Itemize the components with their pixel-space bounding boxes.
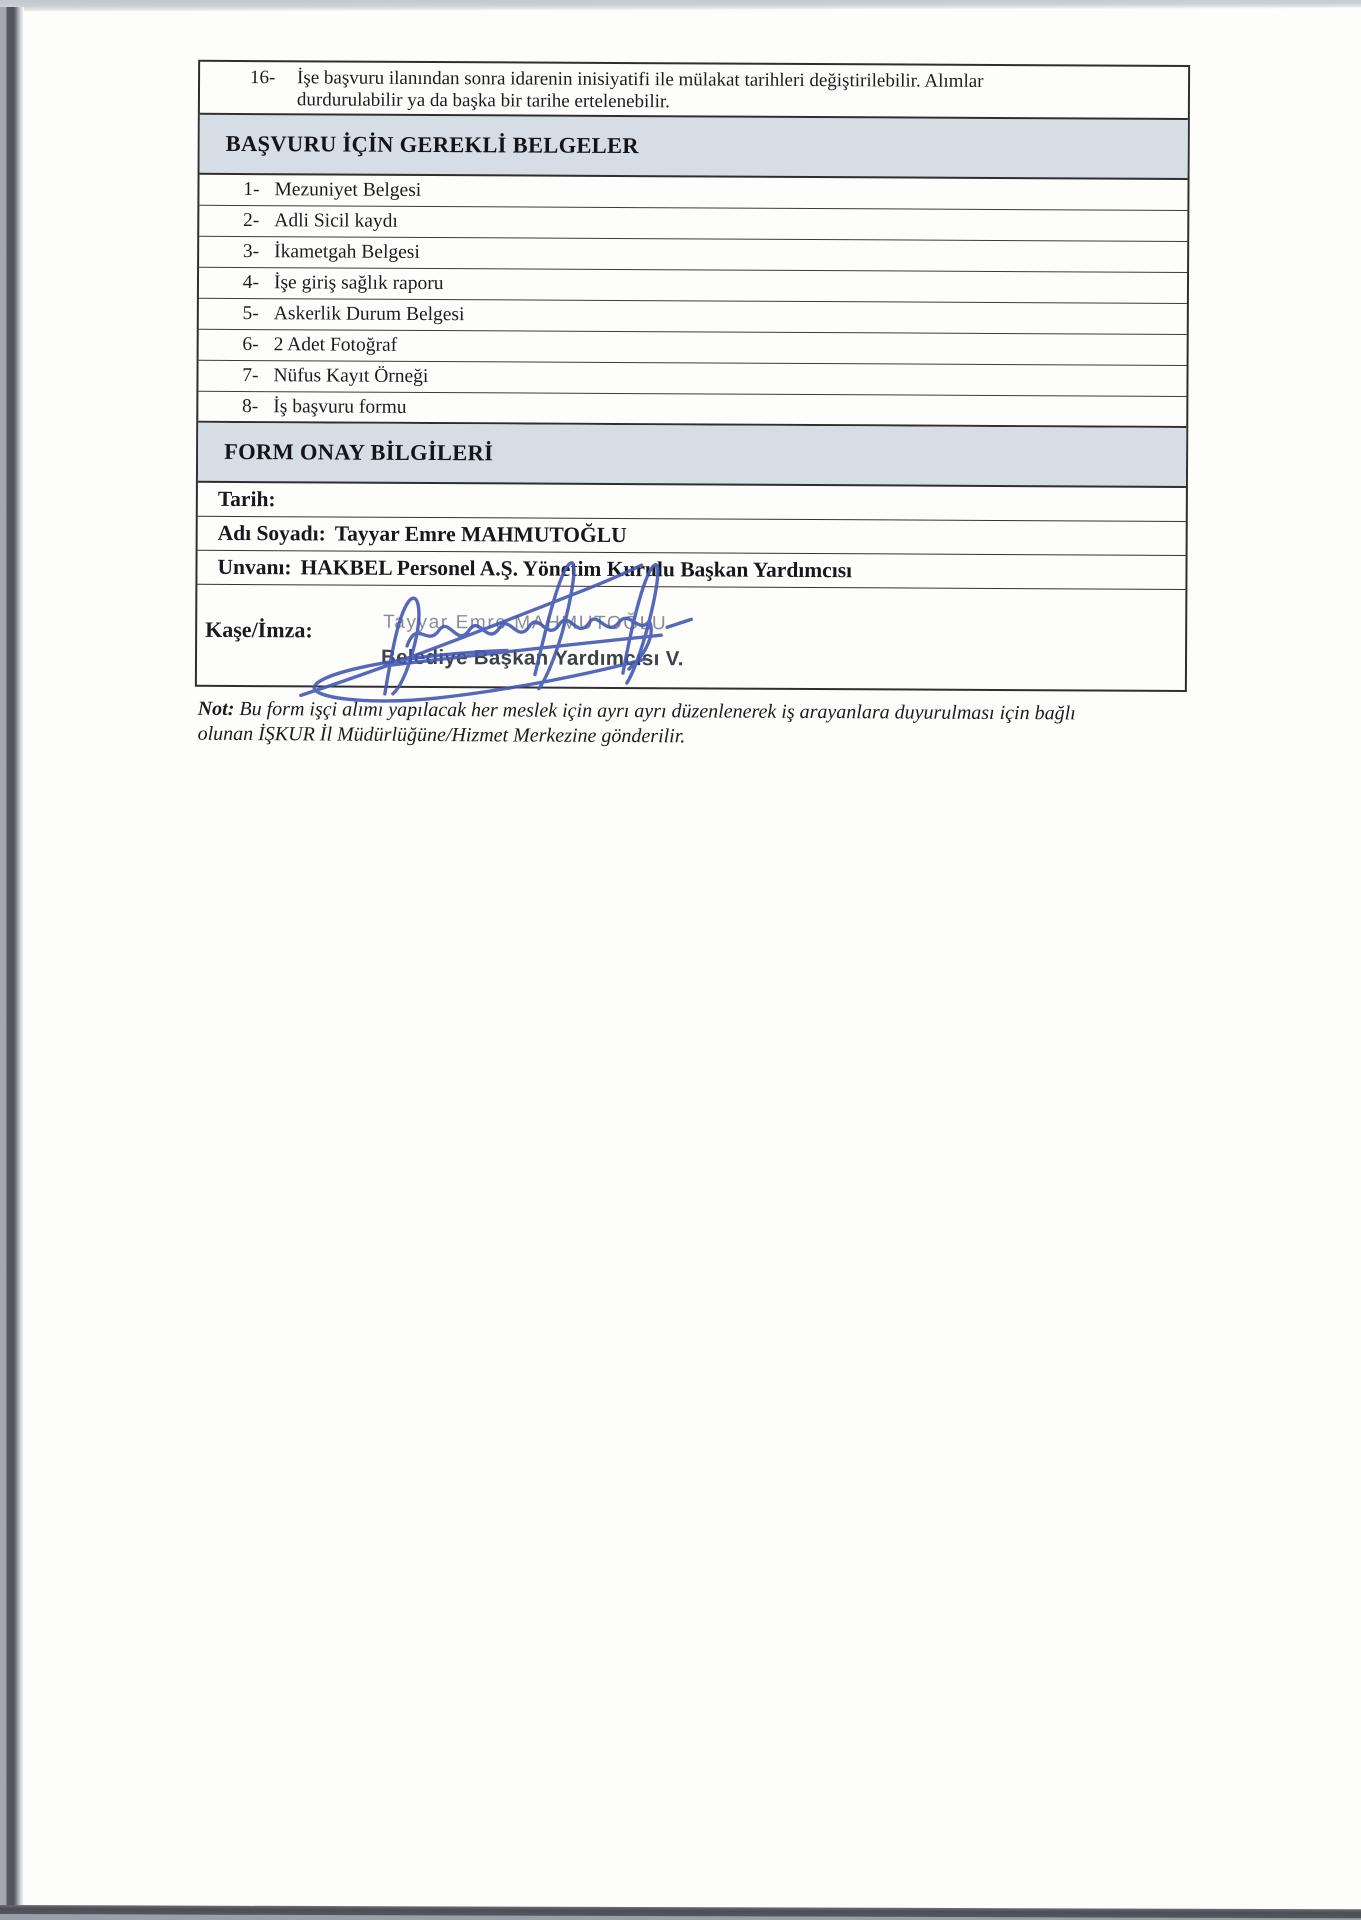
item-label: İş başvuru formu [273, 395, 407, 418]
document-item-row [198, 361, 1186, 397]
stamp-signature-row [197, 585, 1186, 690]
section-header-required-documents [200, 115, 1188, 180]
notice-text-line2: durdurulabilir ya da başka bir tarihe ertelenebilir. [296, 88, 670, 112]
footer-note-prefix: Not: [197, 697, 235, 720]
document-item-row [199, 330, 1187, 366]
item-number: 1- [243, 179, 260, 201]
name-value: Tayyar Emre MAHMUTOĞLU [334, 521, 627, 548]
notice-row-16 [200, 62, 1188, 120]
document-item-row [199, 175, 1187, 211]
application-form-table [195, 60, 1190, 692]
document-item-row [199, 237, 1187, 273]
item-label: Askerlik Durum Belgesi [273, 303, 465, 326]
item-number: 8- [242, 395, 259, 417]
item-label: Mezuniyet Belgesi [274, 179, 422, 201]
approval-row-date [198, 483, 1186, 522]
stamp-name-text: Tayyar Emre MAHMUTOĞLU [383, 611, 668, 635]
title-label: Unvanı: [217, 554, 292, 580]
item-label: İşe giriş sağlık raporu [273, 272, 444, 295]
document-item-row [199, 206, 1187, 242]
footer-note-line2: olunan İŞKUR İl Müdürlüğüne/Hizmet Merkezine gönderilir. [197, 723, 686, 748]
date-label: Tarih: [217, 486, 276, 512]
notice-text-line1: İşe başvuru ilanından sonra idarenin inisiyatifi ile mülakat tarihleri değiştirilebilir. Alımlar [297, 67, 984, 92]
footer-note-text1: Bu form işçi alımı yapılacak her meslek için ayrı ayrı düzenlenerek iş arayanlara duyurulması için bağlı [239, 698, 1076, 725]
stamp-signature-label: Kaşe/İmza: [205, 616, 313, 643]
item-label: İkametgah Belgesi [274, 241, 420, 263]
handwritten-signature [267, 545, 748, 726]
item-label: 2 Adet Fotoğraf [273, 334, 398, 356]
item-label: Adli Sicil kaydı [274, 210, 398, 232]
item-number: 4- [242, 272, 260, 294]
item-number: 6- [242, 334, 259, 356]
document-item-row [198, 392, 1186, 428]
section-header-form-approval [198, 423, 1186, 488]
stamp-title-text: Belediye Başkan Yardımcısı V. [380, 645, 684, 671]
title-value: HAKBEL Personel A.Ş. Yönetim Kurulu Başkan Yardımcısı [300, 555, 853, 583]
item-number: 2- [243, 210, 260, 232]
document-item-row [199, 299, 1187, 335]
item-number: 7- [242, 365, 259, 387]
item-label: Nüfus Kayıt Örneği [273, 365, 429, 388]
item-number: 5- [242, 303, 259, 325]
form-approval-title: FORM ONAY BİLGİLERİ [224, 438, 494, 466]
required-documents-title: BAŞVURU İÇİN GEREKLİ BELGELER [225, 130, 639, 159]
item-number: 3- [242, 241, 260, 263]
notice-number: 16- [250, 67, 276, 89]
scan-edge-left [0, 7, 24, 1909]
name-label: Adı Soyadı: [217, 520, 326, 546]
document-item-row [199, 268, 1187, 304]
